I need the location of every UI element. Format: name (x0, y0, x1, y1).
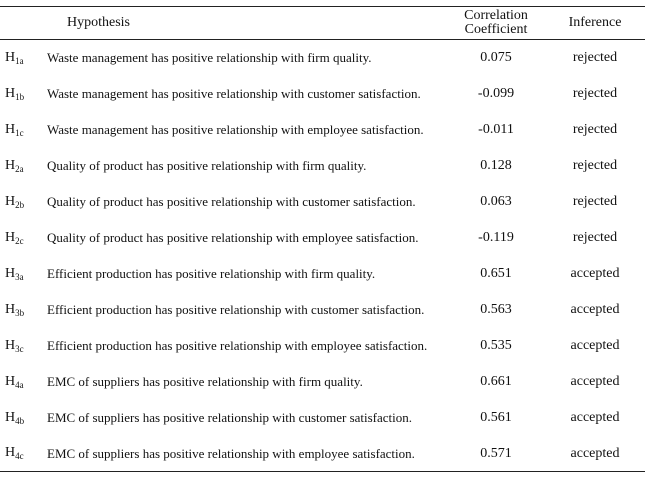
table-row (0, 292, 645, 328)
table-body (0, 40, 645, 472)
hypothesis-code-letter: H (5, 85, 16, 101)
hypothesis-code-subscript: 3c (15, 343, 24, 354)
correlation-value: -0.099 (477, 86, 515, 101)
table-row (0, 256, 645, 292)
inference-value: accepted (570, 266, 620, 281)
hypothesis-code (0, 292, 47, 328)
correlation-value: 0.563 (480, 302, 512, 317)
hypothesis-code-subscript: 2b (15, 199, 25, 210)
header-hypothesis: Hypothesis (0, 7, 447, 40)
hypothesis-code-letter: H (5, 229, 16, 245)
hypothesis-code-letter: H (5, 337, 16, 353)
inference-value: accepted (570, 338, 620, 353)
table-row (0, 112, 645, 148)
hypothesis-code-letter: H (5, 193, 16, 209)
correlation-value: 0.075 (480, 50, 512, 66)
hypothesis-code (0, 436, 47, 472)
table-row (0, 436, 645, 472)
hypothesis-code (0, 364, 47, 400)
table-row (0, 220, 645, 256)
correlation-value: -0.011 (478, 122, 514, 137)
hypothesis-code-letter: H (5, 157, 16, 173)
hypothesis-code (0, 400, 47, 436)
hypothesis-code (0, 256, 47, 292)
header-correlation-coefficient (447, 7, 545, 40)
hypothesis-code (0, 184, 47, 220)
table-row (0, 40, 645, 76)
hypothesis-text: Efficient production has positive relationship with customer satisfaction. (47, 302, 425, 317)
hypothesis-code-subscript: 4b (15, 415, 25, 426)
inference-value: rejected (572, 194, 618, 209)
hypothesis-code-subscript: 1a (15, 55, 24, 66)
hypothesis-code-letter: H (5, 265, 16, 281)
hypothesis-code-subscript: 2c (15, 235, 24, 246)
hypothesis-code (0, 328, 47, 364)
hypothesis-text: Quality of product has positive relationship with customer satisfaction. (47, 194, 416, 209)
hypothesis-text: Quality of product has positive relationship with employee satisfaction. (47, 230, 419, 245)
hypothesis-text: Efficient production has positive relationship with employee satisfaction. (47, 338, 428, 353)
table-row (0, 76, 645, 112)
hypothesis-code (0, 148, 47, 184)
inference-value: rejected (572, 86, 618, 101)
correlation-value: 0.535 (480, 338, 512, 353)
correlation-value: -0.119 (478, 230, 514, 245)
inference-value: accepted (545, 436, 645, 472)
hypothesis-code-letter: H (5, 373, 16, 389)
inference-value: rejected (572, 230, 618, 245)
hypothesis-code-letter: H (5, 445, 16, 461)
header-inference: Inference (545, 7, 645, 40)
table-row (0, 184, 645, 220)
table-row (0, 364, 645, 400)
inference-value: accepted (570, 374, 620, 389)
correlation-value: 0.571 (447, 436, 545, 472)
hypothesis-code (0, 220, 47, 256)
hypothesis-code (0, 76, 47, 112)
hypothesis-code-letter: H (5, 301, 16, 317)
hypothesis-code-subscript: 4c (15, 451, 24, 462)
inference-value: rejected (572, 50, 618, 66)
hypothesis-code-subscript: 1b (15, 91, 25, 102)
inference-value: accepted (570, 410, 620, 425)
hypothesis-text: EMC of suppliers has positive relationship with employee satisfaction. (47, 436, 447, 472)
table-header (0, 7, 645, 40)
hypothesis-code-letter: H (5, 49, 16, 65)
hypothesis-code-subscript: 1c (15, 127, 24, 138)
hypothesis-text: Efficient production has positive relationship with firm quality. (47, 266, 376, 281)
hypothesis-code (0, 40, 47, 76)
correlation-value: 0.063 (480, 194, 512, 209)
hypothesis-code-letter: H (5, 121, 16, 137)
hypothesis-code-letter: H (5, 409, 16, 425)
hypothesis-code-subscript: 3a (15, 271, 24, 282)
hypothesis-results-table (0, 6, 645, 472)
header-row (0, 7, 645, 40)
table-row (0, 148, 645, 184)
correlation-value: 0.651 (480, 266, 512, 281)
hypothesis-text: Waste management has positive relationship with customer satisfaction. (47, 86, 421, 101)
inference-value: accepted (570, 302, 620, 317)
hypothesis-text: Waste management has positive relationship with firm quality. (47, 50, 372, 66)
hypothesis-text: EMC of suppliers has positive relationship with firm quality. (47, 374, 363, 389)
correlation-value: 0.561 (480, 410, 512, 425)
inference-value: rejected (572, 158, 618, 173)
correlation-value: 0.128 (480, 158, 512, 173)
hypothesis-text: Quality of product has positive relationship with firm quality. (47, 158, 367, 173)
hypothesis-code-subscript: 4a (15, 379, 24, 390)
inference-value: rejected (572, 122, 618, 137)
hypothesis-code-subscript: 2a (15, 163, 24, 174)
header-correlation-line1: Correlation (464, 8, 528, 23)
hypothesis-code-subscript: 3b (15, 307, 25, 318)
table-row (0, 400, 645, 436)
hypothesis-text: Waste management has positive relationship with employee satisfaction. (47, 122, 424, 137)
hypothesis-text: EMC of suppliers has positive relationship with customer satisfaction. (47, 410, 413, 425)
table-row (0, 328, 645, 364)
header-correlation-line2: Coefficient (464, 22, 528, 37)
correlation-value: 0.661 (480, 374, 512, 389)
hypothesis-code (0, 112, 47, 148)
